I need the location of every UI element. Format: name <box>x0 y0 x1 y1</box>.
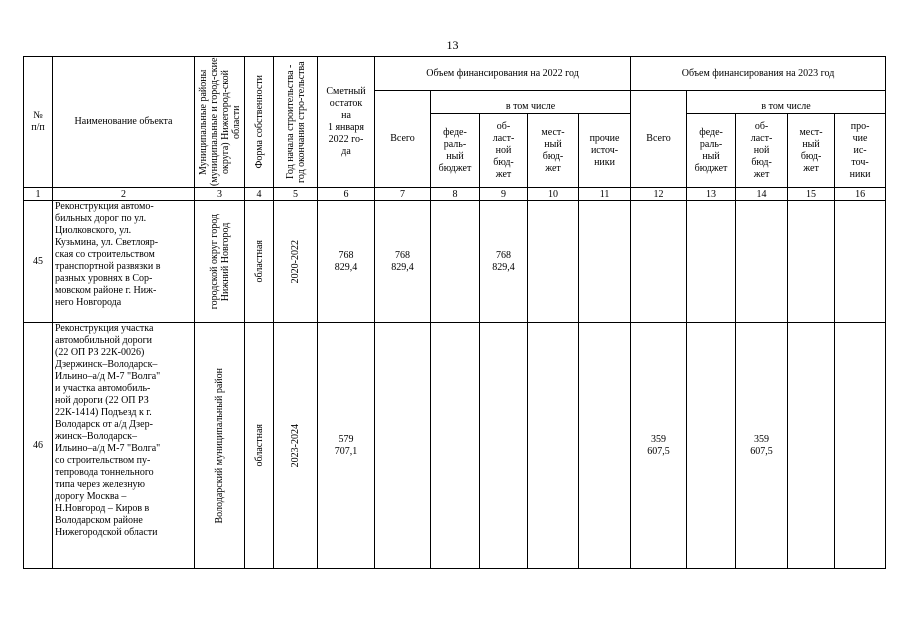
header-federal-2022: феде- раль- ный бюджет <box>431 114 480 188</box>
header-other-2022: прочие источ- ники <box>579 114 631 188</box>
table-row <box>24 323 886 569</box>
other-2023 <box>835 201 886 323</box>
ownership-form: областная <box>253 424 265 467</box>
column-number: 10 <box>528 188 579 201</box>
page-number: 13 <box>446 38 459 52</box>
header-other-2023: про- чие ис- точ- ники <box>835 114 886 188</box>
column-number: 16 <box>835 188 886 201</box>
ownership-cell <box>245 323 274 569</box>
header-fin-2023: Объем финансирования на 2023 год <box>631 57 886 91</box>
total-2023 <box>631 201 687 323</box>
header-total-2022: Всего <box>375 91 431 188</box>
construction-years: 2020-2022 <box>290 239 301 284</box>
header-years: Год начала строительства - год окончания стро-тельства <box>284 61 307 183</box>
table-row <box>24 201 886 323</box>
regional-2022: 768 829,4 <box>480 201 528 323</box>
column-number: 4 <box>245 188 274 201</box>
ownership-form: областная <box>253 240 265 283</box>
total-2022 <box>375 323 431 569</box>
municipal-cell <box>195 201 245 323</box>
header-ownership: Форма собственности <box>253 75 265 169</box>
federal-2022 <box>431 323 480 569</box>
column-number: 9 <box>480 188 528 201</box>
estimated-balance: 579 707,1 <box>318 323 375 569</box>
column-number: 11 <box>579 188 631 201</box>
header-local-2023: мест- ный бюд- жет <box>788 114 835 188</box>
header-name: Наименование объекта <box>53 57 195 188</box>
header-incl-2023: в том числе <box>687 91 886 114</box>
local-2022 <box>528 201 579 323</box>
header-incl-2022: в том числе <box>431 91 631 114</box>
column-number: 2 <box>53 188 195 201</box>
column-number: 6 <box>318 188 375 201</box>
municipal-name: городской округ город Нижний Новгород <box>208 213 231 310</box>
financing-table <box>23 56 886 569</box>
regional-2022 <box>480 323 528 569</box>
header-num: № п/п <box>24 57 53 188</box>
column-number: 15 <box>788 188 835 201</box>
column-number: 14 <box>736 188 788 201</box>
local-2023 <box>788 323 835 569</box>
header-local-2022: мест- ный бюд- жет <box>528 114 579 188</box>
municipal-name: Володарский муниципальный район <box>214 367 225 524</box>
object-name: Реконструкция автомо- бильных дорог по ул. Циолковского, ул. Кузьмина, ул. Светлояр- ская со строительством транспортной развязки в разных уровнях в Сор- мовском районе г. Ниж- него Новгорода <box>53 201 195 323</box>
column-number: 8 <box>431 188 480 201</box>
header-federal-2023: феде- раль- ный бюджет <box>687 114 736 188</box>
other-2023 <box>835 323 886 569</box>
column-number: 7 <box>375 188 431 201</box>
row-num: 45 <box>24 201 53 323</box>
total-2023: 359 607,5 <box>631 323 687 569</box>
column-number: 3 <box>195 188 245 201</box>
header-ownership-cell <box>245 57 274 188</box>
header-balance: Сметный остаток на 1 января 2022 го- да <box>318 57 375 188</box>
header-municipal-cell <box>195 57 245 188</box>
header-years-cell <box>274 57 318 188</box>
column-number: 13 <box>687 188 736 201</box>
regional-2023 <box>736 201 788 323</box>
column-number: 5 <box>274 188 318 201</box>
construction-years: 2023-2024 <box>290 423 301 468</box>
column-number: 1 <box>24 188 53 201</box>
header-regional-2022: об- ласт- ной бюд- жет <box>480 114 528 188</box>
municipal-cell <box>195 323 245 569</box>
estimated-balance: 768 829,4 <box>318 201 375 323</box>
years-cell <box>274 201 318 323</box>
federal-2023 <box>687 323 736 569</box>
column-number-row <box>24 188 886 201</box>
header-fin-2022: Объем финансирования на 2022 год <box>375 57 631 91</box>
total-2022: 768 829,4 <box>375 201 431 323</box>
header-regional-2023: об- ласт- ной бюд- жет <box>736 114 788 188</box>
other-2022 <box>579 201 631 323</box>
row-num: 46 <box>24 323 53 569</box>
federal-2022 <box>431 201 480 323</box>
header-total-2023: Всего <box>631 91 687 188</box>
local-2022 <box>528 323 579 569</box>
regional-2023: 359 607,5 <box>736 323 788 569</box>
object-name: Реконструкция участка автомобильной дороги (22 ОП РЗ 22К-0026) Дзержинск–Володарск– Ильино–а/д М-7 "Волга" и участка автомобиль- ной дороги (22 ОП РЗ 22К-1414) Подъезд к г. Володарск от а/д Дзер- жинск–Володарск– Ильино–а/д М-7 "Волга" со строительством пу- тепровода тоннельного типа через железную дорогу Москва – Н.Новгород – Киров в Володарском районе Нижегородской области <box>53 323 195 569</box>
local-2023 <box>788 201 835 323</box>
years-cell <box>274 323 318 569</box>
federal-2023 <box>687 201 736 323</box>
column-number: 12 <box>631 188 687 201</box>
ownership-cell <box>245 201 274 323</box>
other-2022 <box>579 323 631 569</box>
header-municipal: Муниципальные районы (муниципальные и город-ские округа) Нижегород-ской области <box>197 57 242 187</box>
